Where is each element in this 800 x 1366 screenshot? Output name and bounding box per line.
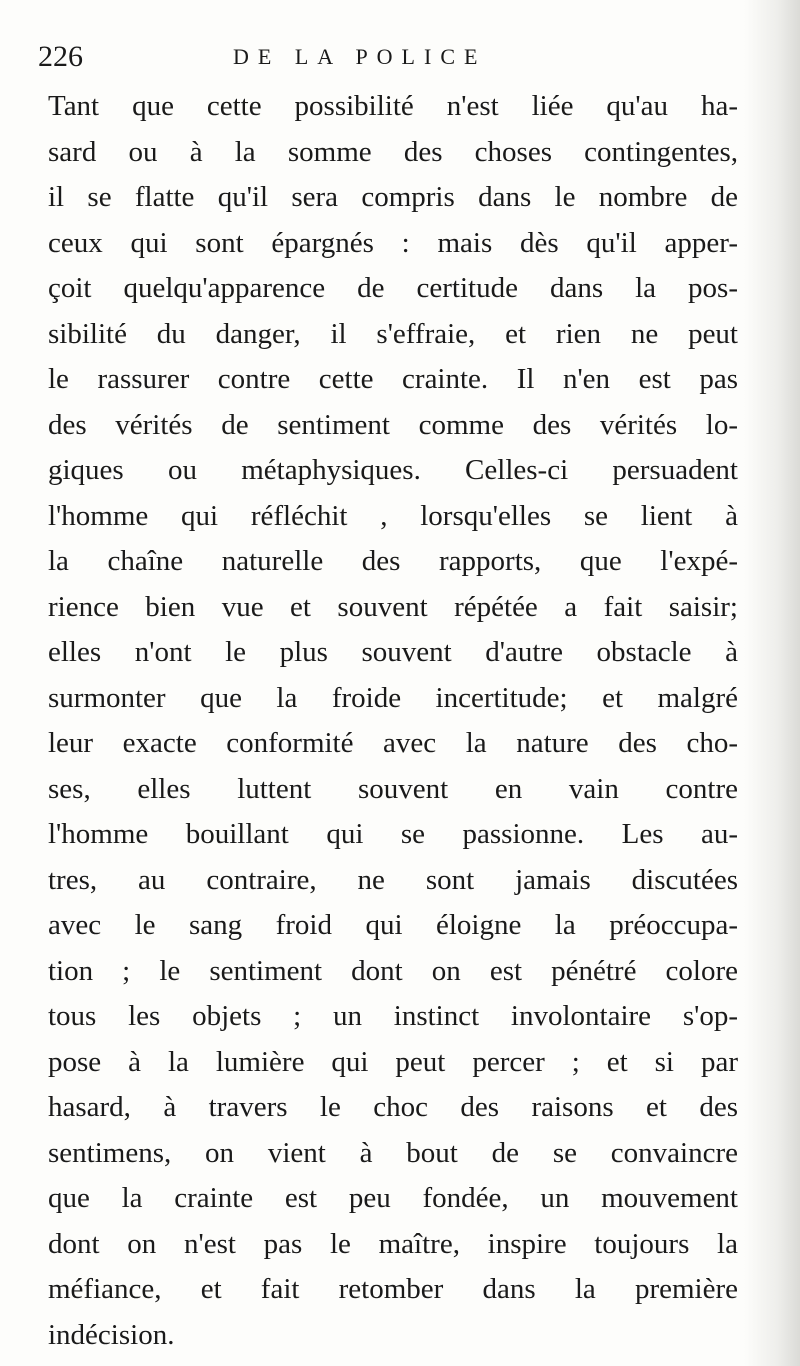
text-line: la chaîne naturelle des rapports, que l'expé- bbox=[48, 545, 738, 577]
text-line: tous les objets ; un instinct involontaire s'op- bbox=[48, 1000, 738, 1032]
text-line: sibilité du danger, il s'effraie, et rien ne peut bbox=[48, 317, 738, 350]
text-line: ses, elles luttent souvent en vain contre bbox=[48, 772, 738, 805]
text-line: sard ou à la somme des choses contingentes, bbox=[48, 135, 738, 168]
text-line: que la crainte est peu fondée, un mouvement bbox=[48, 1182, 738, 1214]
text-line: tres, au contraire, ne sont jamais discutées bbox=[48, 863, 738, 896]
text-line: surmonter que la froide incertitude; et malgré bbox=[48, 681, 738, 714]
text-line: indécision. bbox=[48, 1318, 175, 1351]
body-text bbox=[48, 84, 738, 1358]
text-line: avec le sang froid qui éloigne la préoccupa- bbox=[48, 909, 738, 941]
text-line: hasard, à travers le choc des raisons et des bbox=[48, 1091, 738, 1123]
text-line: elles n'ont le plus souvent d'autre obstacle à bbox=[48, 636, 738, 668]
page-edge-shadow bbox=[744, 0, 800, 1366]
text-line: rience bien vue et souvent répétée a fait saisir; bbox=[48, 590, 738, 623]
page-number: 226 bbox=[38, 40, 83, 73]
text-line: il se flatte qu'il sera compris dans le nombre de bbox=[48, 181, 738, 213]
text-line: dont on n'est pas le maître, inspire toujours la bbox=[48, 1227, 738, 1260]
text-line: pose à la lumière qui peut percer ; et si par bbox=[48, 1045, 738, 1078]
text-line: tion ; le sentiment dont on est pénétré colore bbox=[48, 954, 738, 987]
text-line: le rassurer contre cette crainte. Il n'en est pas bbox=[48, 363, 738, 395]
text-line: giques ou métaphysiques. Celles-ci persuadent bbox=[48, 454, 738, 486]
running-title: DE LA POLICE bbox=[233, 44, 487, 69]
text-line: des vérités de sentiment comme des vérités lo- bbox=[48, 408, 738, 441]
text-line: leur exacte conformité avec la nature des cho- bbox=[48, 727, 738, 759]
text-line: méfiance, et fait retomber dans la première bbox=[48, 1273, 738, 1305]
text-line: l'homme bouillant qui se passionne. Les au- bbox=[48, 818, 738, 850]
text-line: sentimens, on vient à bout de se convaincre bbox=[48, 1136, 738, 1169]
text-line: Tant que cette possibilité n'est liée qu'au ha- bbox=[48, 90, 738, 122]
text-line: ceux qui sont épargnés : mais dès qu'il apper- bbox=[48, 226, 738, 259]
text-line: l'homme qui réfléchit , lorsqu'elles se lient à bbox=[48, 499, 738, 532]
text-line: çoit quelqu'apparence de certitude dans la pos- bbox=[48, 272, 738, 304]
running-head bbox=[38, 40, 538, 80]
